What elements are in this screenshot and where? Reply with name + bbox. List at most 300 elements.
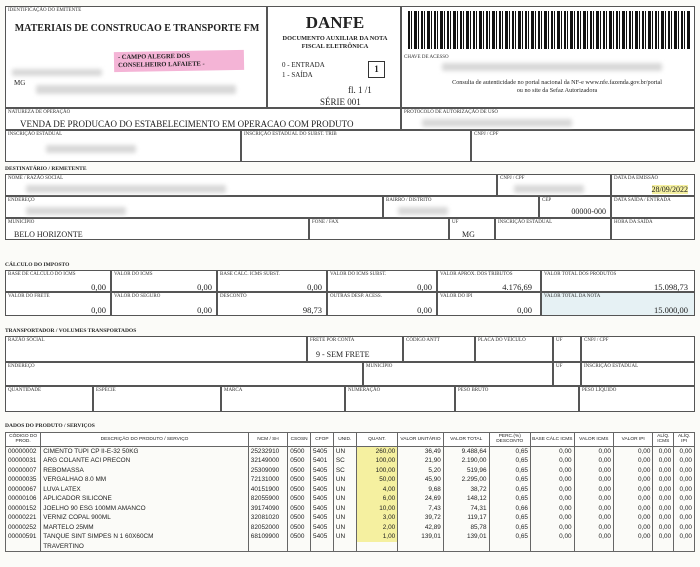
issuer-state: MG xyxy=(14,79,26,87)
product-cell: 50,00 xyxy=(356,475,398,485)
product-cell: 0500 xyxy=(288,513,311,523)
product-cell xyxy=(653,542,674,552)
product-cell: 1,00 xyxy=(356,532,398,542)
tax-label: VALOR TOTAL DA NOTA xyxy=(544,294,601,299)
tax-value: 0,00 xyxy=(197,282,212,292)
net-weight-label: PESO LÍQUIDO xyxy=(582,388,617,393)
product-row xyxy=(6,513,695,523)
product-cell: 0,65 xyxy=(489,494,531,504)
product-cell: 0,00 xyxy=(531,485,575,495)
antt-box xyxy=(403,336,475,362)
barcode-image xyxy=(408,11,690,49)
carrier-uf-label: UF xyxy=(556,338,563,343)
product-cell: 25309090 xyxy=(248,466,287,476)
product-row xyxy=(6,504,695,514)
tax-label: OUTRAS DESP. ACESS. xyxy=(330,294,382,299)
products-header-row xyxy=(6,433,695,447)
recipient-name-box xyxy=(5,174,497,196)
tax-value: 0,00 xyxy=(417,305,432,315)
antt-label: CÓDIGO ANTT xyxy=(406,338,440,343)
carrier-name-box xyxy=(5,336,307,362)
product-cell: 0,00 xyxy=(614,485,653,495)
product-cell xyxy=(398,542,444,552)
product-cell xyxy=(6,542,41,552)
product-cell xyxy=(288,542,311,552)
products-header-cell: CSOSN xyxy=(288,433,311,447)
tax-section-title: CÁLCULO DO IMPOSTO xyxy=(5,262,70,268)
volume-brand-label: MARCA xyxy=(224,388,243,393)
product-cell: 0,65 xyxy=(489,485,531,495)
tax-value: 0,00 xyxy=(517,305,532,315)
product-cell: 5405 xyxy=(311,446,334,456)
danfe-document xyxy=(5,4,695,560)
product-cell: 0,00 xyxy=(653,532,674,542)
product-cell: LUVA LATEX xyxy=(41,485,249,495)
product-cell: CIMENTO TUPI CP II-E-32 50KG xyxy=(41,446,249,456)
exit-time-box xyxy=(611,218,695,240)
product-cell: 82052000 xyxy=(248,523,287,533)
volume-qty-box xyxy=(5,386,93,412)
issuer-cnpj-label: CNPJ / CPF xyxy=(474,132,499,137)
product-cell: 0500 xyxy=(288,446,311,456)
carrier-name-label: RAZÃO SOCIAL xyxy=(8,338,45,343)
danfe-subtitle: DOCUMENTO AUXILIAR DA NOTA FISCAL ELETRÔNICA xyxy=(282,35,388,50)
product-row xyxy=(6,494,695,504)
product-cell: 10,00 xyxy=(356,504,398,514)
recipient-ie-label: INSCRIÇÃO ESTADUAL xyxy=(498,220,553,225)
product-cell: 21,90 xyxy=(398,456,444,466)
product-cell xyxy=(489,542,531,552)
tax-value: 15.098,73 xyxy=(654,282,688,292)
product-row xyxy=(6,456,695,466)
product-cell: 0,00 xyxy=(574,466,613,476)
product-cell: 5405 xyxy=(311,504,334,514)
tax-other-box xyxy=(327,292,437,316)
product-cell: 0,00 xyxy=(614,494,653,504)
product-cell: 0,00 xyxy=(674,523,695,533)
product-cell: 72131000 xyxy=(248,475,287,485)
product-cell: 5405 xyxy=(311,466,334,476)
product-cell: 0,00 xyxy=(653,523,674,533)
transport-section-title: TRANSPORTADOR / VOLUMES TRANSPORTADOS xyxy=(5,328,137,334)
product-cell: 5405 xyxy=(311,513,334,523)
tax-label: VALOR DO IPI xyxy=(440,294,473,299)
tax-total-products-box xyxy=(541,270,695,292)
product-cell xyxy=(443,542,489,552)
phone-label: FONE / FAX xyxy=(312,220,339,225)
product-cell: 0,00 xyxy=(531,523,575,533)
product-cell: 0,65 xyxy=(489,446,531,456)
carrier-address-label: ENDEREÇO xyxy=(8,364,35,369)
product-cell: 0,00 xyxy=(531,494,575,504)
product-cell: 9.488,64 xyxy=(443,446,489,456)
plate-label: PLACA DO VEÍCULO xyxy=(478,338,526,343)
product-cell: 0,00 xyxy=(574,475,613,485)
product-cell: 0,00 xyxy=(574,532,613,542)
product-row xyxy=(6,542,695,552)
district-label: BAIRRO / DISTRITO xyxy=(386,198,432,203)
recipient-cnpj-box xyxy=(497,174,611,196)
product-cell: 0500 xyxy=(288,485,311,495)
tax-approx-box xyxy=(437,270,541,292)
product-cell: 0,00 xyxy=(574,523,613,533)
product-cell: 0,00 xyxy=(674,466,695,476)
products-header-cell: UNID. xyxy=(333,433,356,447)
uf-box xyxy=(449,218,495,240)
tax-ipi-box xyxy=(437,292,541,316)
product-cell: 0,00 xyxy=(574,513,613,523)
product-cell: 0,00 xyxy=(531,513,575,523)
product-row xyxy=(6,446,695,456)
phone-box xyxy=(309,218,449,240)
recipient-cnpj-label: CNPJ / CPF xyxy=(500,176,525,181)
recipient-section-title: DESTINATÁRIO / REMETENTE xyxy=(5,166,87,172)
cep-label: CEP xyxy=(542,198,552,203)
city-label: MUNICÍPIO xyxy=(8,220,35,225)
nature-label: NATUREZA DE OPERAÇÃO xyxy=(8,110,71,115)
product-cell xyxy=(356,542,398,552)
products-header-cell: CFOP xyxy=(311,433,334,447)
city-box xyxy=(5,218,309,240)
series-number: SÉRIE 001 xyxy=(320,97,361,107)
product-cell: 0,00 xyxy=(653,485,674,495)
product-cell: 0,00 xyxy=(674,446,695,456)
tax-label: VALOR APROX. DOS TRIBUTOS xyxy=(440,272,513,277)
product-cell: 7,43 xyxy=(398,504,444,514)
nature-value: VENDA DE PRODUCAO DO ESTABELECIMENTO EM OPERACAO COM PRODUTO xyxy=(20,119,354,129)
product-cell xyxy=(574,542,613,552)
product-cell: 0,00 xyxy=(531,504,575,514)
product-cell: 38,72 xyxy=(443,485,489,495)
product-cell: 0,65 xyxy=(489,523,531,533)
product-cell: 0,00 xyxy=(674,456,695,466)
carrier-uf2-box xyxy=(553,362,581,386)
product-cell: 0500 xyxy=(288,475,311,485)
product-cell: 00000221 xyxy=(6,513,41,523)
products-header-cell: BASE CÁLC ICMS xyxy=(531,433,575,447)
gross-weight-label: PESO BRUTO xyxy=(458,388,489,393)
tax-label: VALOR DO ICMS SUBST. xyxy=(330,272,387,277)
product-cell: JOELHO 90 ESG 100MM AMANCO xyxy=(41,504,249,514)
product-cell: 2,00 xyxy=(356,523,398,533)
product-cell: 00000106 xyxy=(6,494,41,504)
product-cell: UN xyxy=(333,532,356,542)
product-cell: 00000002 xyxy=(6,446,41,456)
product-cell: 0,00 xyxy=(653,456,674,466)
ie-label: INSCRIÇÃO ESTADUAL xyxy=(8,132,63,137)
product-cell: 0,65 xyxy=(489,532,531,542)
tax-label: DESCONTO xyxy=(220,294,247,299)
tax-value: 0,00 xyxy=(197,305,212,315)
volume-number-label: NUMERAÇÃO xyxy=(348,388,381,393)
product-cell: 0,00 xyxy=(674,485,695,495)
product-cell: UN xyxy=(333,475,356,485)
recipient-address-label: ENDEREÇO xyxy=(8,198,35,203)
net-weight-box xyxy=(579,386,695,412)
product-cell: 0,00 xyxy=(614,504,653,514)
entrada-label: 0 - ENTRADA xyxy=(282,61,325,69)
plate-box xyxy=(475,336,553,362)
product-cell: 3,00 xyxy=(356,513,398,523)
tax-label: BASE CÁLC. ICMS SUBST. xyxy=(220,272,280,277)
exit-time-label: HORA DA SAÍDA xyxy=(614,220,653,225)
product-cell: 0,00 xyxy=(614,513,653,523)
tax-discount-box xyxy=(217,292,327,316)
products-header-cell: NCM / SH xyxy=(248,433,287,447)
danfe-title: DANFE xyxy=(305,13,365,32)
product-cell: 119,17 xyxy=(443,513,489,523)
freight-value: 9 - SEM FRETE xyxy=(316,350,370,359)
product-row xyxy=(6,532,695,542)
product-cell: 32149000 xyxy=(248,456,287,466)
product-cell: 0,00 xyxy=(614,523,653,533)
issuer-name: MATERIAIS DE CONSTRUCAO E TRANSPORTE FM xyxy=(14,23,260,34)
product-cell: SC xyxy=(333,456,356,466)
carrier-ie-box xyxy=(581,362,695,386)
district-box xyxy=(383,196,539,218)
tax-label: VALOR DO ICMS xyxy=(114,272,153,277)
product-cell: 24,69 xyxy=(398,494,444,504)
access-box xyxy=(401,6,695,108)
product-cell: 0500 xyxy=(288,532,311,542)
product-cell: 00000035 xyxy=(6,475,41,485)
products-header-cell: QUANT. xyxy=(356,433,398,447)
product-cell: 0,00 xyxy=(674,475,695,485)
product-cell: 0,65 xyxy=(489,513,531,523)
product-cell: 139,01 xyxy=(443,532,489,542)
product-cell: SC xyxy=(333,466,356,476)
product-cell: 40151900 xyxy=(248,485,287,495)
carrier-cnpj-box xyxy=(581,336,695,362)
product-cell: UN xyxy=(333,513,356,523)
product-cell: 5405 xyxy=(311,494,334,504)
product-cell xyxy=(248,542,287,552)
product-cell xyxy=(311,542,334,552)
protocol-box xyxy=(401,108,695,130)
issue-date-label: DATA DA EMISSÃO xyxy=(614,176,659,181)
exit-date-label: DATA SAÍDA / ENTRADA xyxy=(614,198,671,203)
cep-value: 00000-000 xyxy=(571,207,606,216)
tax-icms-box xyxy=(111,270,217,292)
volume-species-box xyxy=(93,386,221,412)
product-row xyxy=(6,523,695,533)
products-header-cell: VALOR UNITÁRIO xyxy=(398,433,444,447)
product-cell: MARTELO 25MM xyxy=(41,523,249,533)
product-cell: UN xyxy=(333,504,356,514)
product-cell xyxy=(531,542,575,552)
tax-value: 0,00 xyxy=(91,282,106,292)
carrier-address-box xyxy=(5,362,363,386)
sheet-number: fl. 1 /1 xyxy=(348,85,372,95)
product-cell: 0,00 xyxy=(574,485,613,495)
product-cell: 00000031 xyxy=(6,456,41,466)
tax-value: 0,00 xyxy=(307,282,322,292)
product-cell: 0,00 xyxy=(653,466,674,476)
product-cell: VERGALHAO 8.0 MM xyxy=(41,475,249,485)
recipient-name-label: NOME / RAZÃO SOCIAL xyxy=(8,176,64,181)
carrier-uf-box xyxy=(553,336,581,362)
product-cell: 260,00 xyxy=(356,446,398,456)
product-cell: UN xyxy=(333,446,356,456)
product-cell: 74,31 xyxy=(443,504,489,514)
access-key-label: CHAVE DE ACESSO xyxy=(404,55,449,60)
product-cell: 4,00 xyxy=(356,485,398,495)
product-cell: 0,00 xyxy=(614,532,653,542)
products-header-cell: VALOR ICMS xyxy=(574,433,613,447)
tax-value: 0,00 xyxy=(417,282,432,292)
issuer-cnpj-box xyxy=(471,130,695,162)
product-cell: VERNIZ COPAL 900ML xyxy=(41,513,249,523)
volume-species-label: ESPÉCIE xyxy=(96,388,116,393)
product-cell: 68109900 xyxy=(248,532,287,542)
protocol-label: PROTOCOLO DE AUTORIZAÇÃO DE USO xyxy=(404,110,498,115)
volume-number-box xyxy=(345,386,455,412)
products-header-cell: VALOR TOTAL xyxy=(443,433,489,447)
product-cell: 0,00 xyxy=(531,475,575,485)
product-cell: 2.190,00 xyxy=(443,456,489,466)
product-cell: 148,12 xyxy=(443,494,489,504)
product-cell: 0,00 xyxy=(574,446,613,456)
tax-label: VALOR DO SEGURO xyxy=(114,294,161,299)
ie-subst-box xyxy=(241,130,471,162)
product-cell: APLICADOR SILICONE xyxy=(41,494,249,504)
products-header-cell: VALOR IPI xyxy=(614,433,653,447)
product-cell: 39,72 xyxy=(398,513,444,523)
product-row xyxy=(6,466,695,476)
product-row xyxy=(6,475,695,485)
product-cell: 5,20 xyxy=(398,466,444,476)
product-cell: 00000067 xyxy=(6,485,41,495)
product-cell: 0,00 xyxy=(653,494,674,504)
product-cell: 0500 xyxy=(288,504,311,514)
product-cell: 5405 xyxy=(311,532,334,542)
ie-subst-label: INSCRIÇÃO ESTADUAL DO SUBST. TRIB xyxy=(244,132,337,137)
access-consult: Consulta de autenticidade no portal nacional da NF-e www.nfe.fazenda.gov.br/portal ou no site da Sefaz Autorizadora xyxy=(452,79,662,94)
product-row xyxy=(6,485,695,495)
product-cell: 39174090 xyxy=(248,504,287,514)
product-cell: 0,00 xyxy=(614,456,653,466)
product-cell: 45,90 xyxy=(398,475,444,485)
product-cell: 0500 xyxy=(288,466,311,476)
product-cell: 0,00 xyxy=(614,466,653,476)
products-header-cell: PERC.(%) DESCONTO xyxy=(489,433,531,447)
product-cell: 139,01 xyxy=(398,532,444,542)
issuer-address: - CAMPO ALEGRE DOS CONSELHEIRO LAFAIETE - xyxy=(114,50,244,72)
product-cell xyxy=(614,542,653,552)
product-cell: 6,00 xyxy=(356,494,398,504)
cep-box xyxy=(539,196,611,218)
product-cell: 0500 xyxy=(288,456,311,466)
recipient-address-box xyxy=(5,196,383,218)
products-header-cell: DESCRIÇÃO DO PRODUTO / SERVIÇO xyxy=(41,433,249,447)
product-cell xyxy=(333,542,356,552)
issuer-label: IDENTIFICAÇÃO DO EMITENTE xyxy=(8,8,82,13)
tax-base-subst-box xyxy=(217,270,327,292)
carrier-uf2-label: UF xyxy=(556,364,563,369)
recipient-ie-box xyxy=(495,218,611,240)
product-cell: TRAVERTINO xyxy=(41,542,249,552)
saida-label: 1 - SAÍDA xyxy=(282,71,313,79)
product-cell: 0,00 xyxy=(674,504,695,514)
product-cell: 9,68 xyxy=(398,485,444,495)
product-cell: 0,66 xyxy=(489,504,531,514)
uf-label: UF xyxy=(452,220,459,225)
exit-date-box xyxy=(611,196,695,218)
product-cell: UN xyxy=(333,494,356,504)
product-cell: 0,00 xyxy=(531,532,575,542)
tax-label: BASE DE CÁLCULO DO ICMS xyxy=(8,272,76,277)
product-cell: 100,00 xyxy=(356,466,398,476)
tax-seguro-box xyxy=(111,292,217,316)
product-cell: 0,00 xyxy=(574,456,613,466)
freight-box xyxy=(307,336,403,362)
product-cell: 82055900 xyxy=(248,494,287,504)
product-cell: 85,78 xyxy=(443,523,489,533)
tax-base-icms-box xyxy=(5,270,111,292)
tax-value: 98,73 xyxy=(302,305,322,315)
product-cell: 25232910 xyxy=(248,446,287,456)
product-cell: 0,00 xyxy=(614,475,653,485)
product-cell: 0,00 xyxy=(674,513,695,523)
product-cell: 2.295,00 xyxy=(443,475,489,485)
product-cell: 0500 xyxy=(288,494,311,504)
product-cell: 0,00 xyxy=(653,504,674,514)
product-cell: 00000591 xyxy=(6,532,41,542)
volume-qty-label: QUANTIDADE xyxy=(8,388,42,393)
product-cell: 0,00 xyxy=(531,446,575,456)
issuer-box xyxy=(5,6,267,108)
tax-value: 4.176,69 xyxy=(502,282,532,292)
product-cell: 0,65 xyxy=(489,475,531,485)
product-cell: 32081020 xyxy=(248,513,287,523)
product-cell: 0,00 xyxy=(574,504,613,514)
product-cell: 0,00 xyxy=(574,494,613,504)
carrier-cnpj-label: CNPJ / CPF xyxy=(584,338,609,343)
product-cell: ARG COLANTE ACI PRECON xyxy=(41,456,249,466)
issue-date: 28/09/2022 xyxy=(651,185,688,194)
product-cell: UN xyxy=(333,523,356,533)
products-header-cell: ALÍQ. ICMS xyxy=(653,433,674,447)
tax-value: 15.000,00 xyxy=(654,305,688,315)
carrier-city-box xyxy=(363,362,553,386)
issue-date-box xyxy=(611,174,695,196)
volume-brand-box xyxy=(221,386,345,412)
carrier-ie-label: INSCRIÇÃO ESTADUAL xyxy=(584,364,639,369)
product-cell: 0500 xyxy=(288,523,311,533)
product-cell: 0,00 xyxy=(653,475,674,485)
product-cell: 0,00 xyxy=(531,456,575,466)
nf-type-box: 1 xyxy=(368,61,385,78)
tax-frete-box xyxy=(5,292,111,316)
product-cell: 0,65 xyxy=(489,456,531,466)
tax-value: 0,00 xyxy=(91,305,106,315)
product-cell: TANQUE SINT SIMPES N 1 60X60CM xyxy=(41,532,249,542)
products-header-cell: ALÍQ. IPI xyxy=(674,433,695,447)
products-table xyxy=(5,432,695,552)
product-cell: 519,96 xyxy=(443,466,489,476)
product-cell: UN xyxy=(333,485,356,495)
product-cell: 0,00 xyxy=(531,466,575,476)
tax-label: VALOR DO FRETE xyxy=(8,294,50,299)
uf-value: MG xyxy=(462,230,475,239)
product-cell: 5405 xyxy=(311,475,334,485)
product-cell: REBOMASSA xyxy=(41,466,249,476)
product-cell: 00000007 xyxy=(6,466,41,476)
product-cell xyxy=(674,542,695,552)
product-cell: 0,00 xyxy=(614,446,653,456)
tax-total-note-box xyxy=(541,292,695,316)
danfe-box xyxy=(267,6,401,108)
